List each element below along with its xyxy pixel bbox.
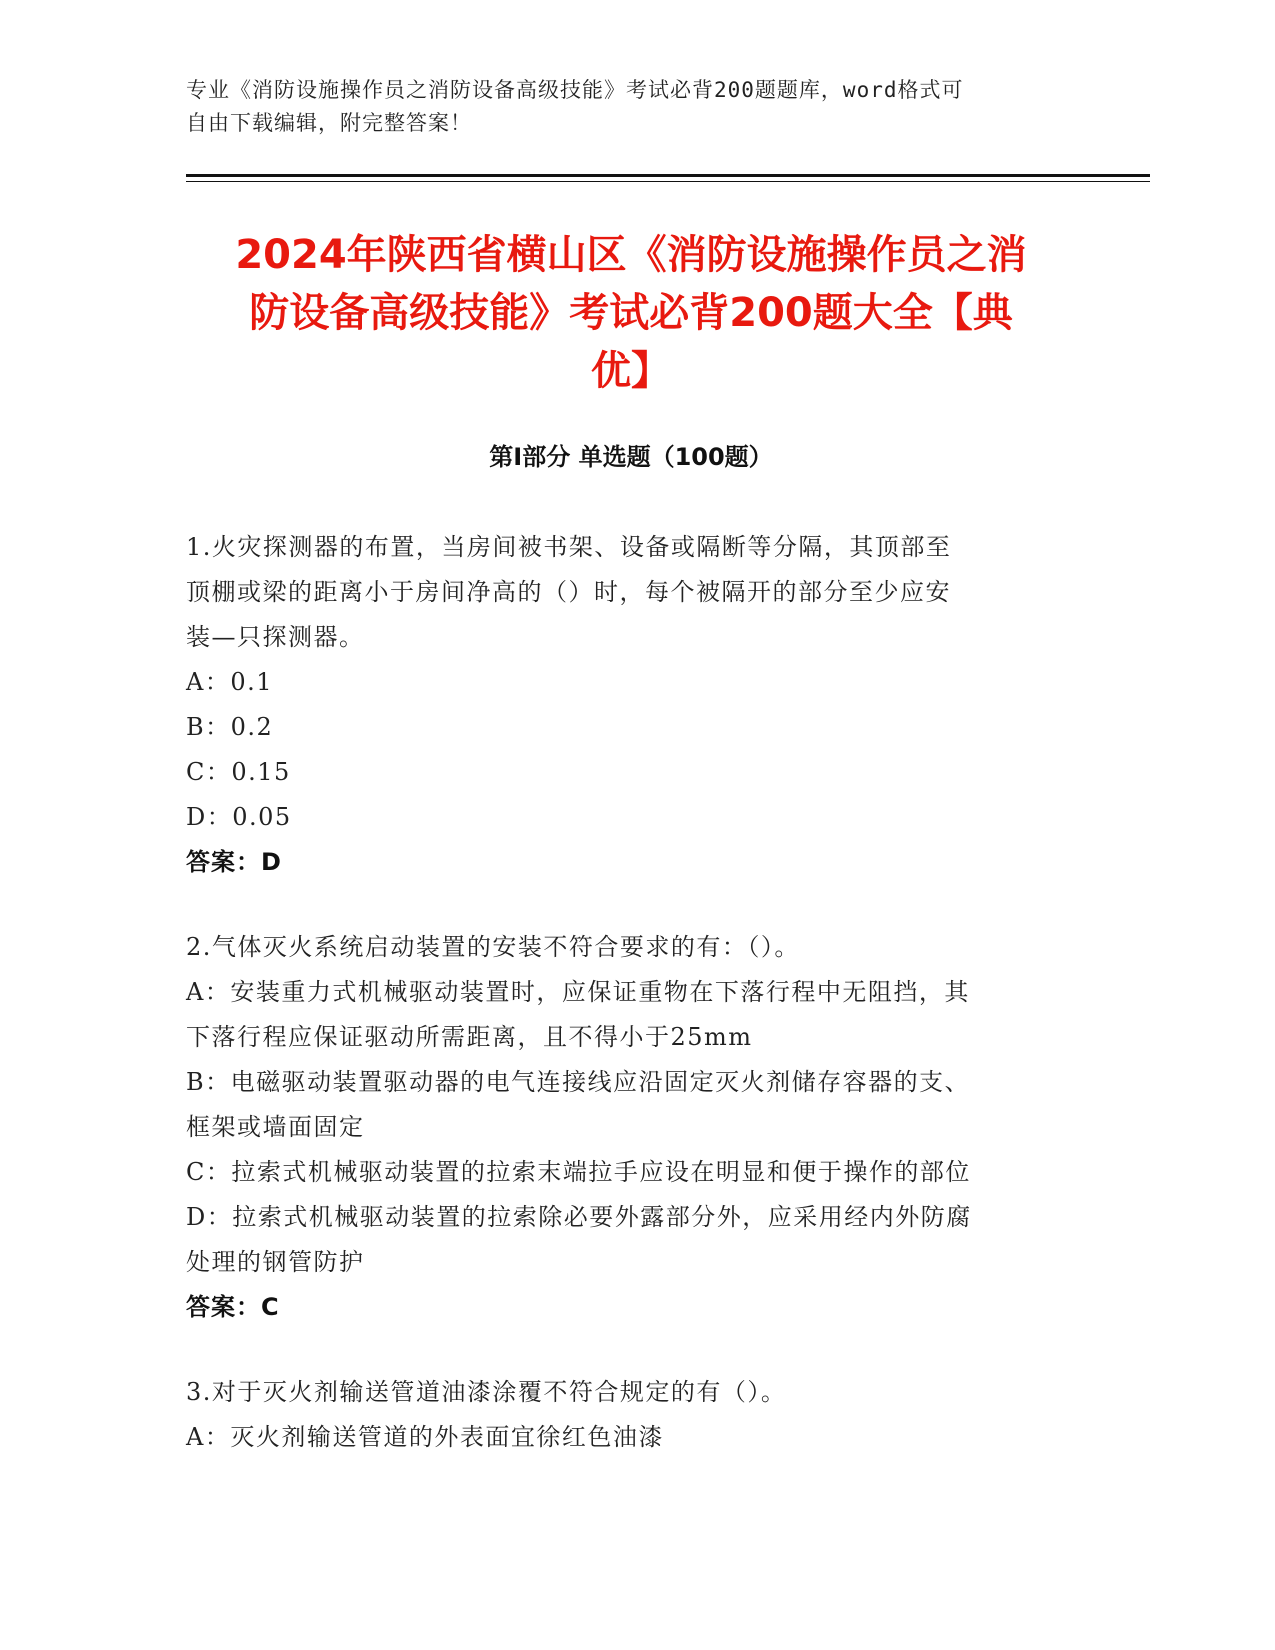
title-line-1: 2024年陕西省横山区《消防设施操作员之消 [235,232,1027,278]
answer: 答案：C [186,1293,280,1321]
intro-line-2: 自由下载编辑，附完整答案！ [186,111,472,135]
document-title [186,226,1076,400]
title-line-2: 防设备高级技能》考试必背200题大全【典 [249,290,1013,336]
question-1 [186,525,1086,885]
option-d-continued: 处理的钢管防护 [186,1248,365,1276]
header-divider-thin [186,181,1150,182]
option-c: C：拉索式机械驱动装置的拉索末端拉手应设在明显和便于操作的部位 [186,1158,971,1186]
question-2 [186,925,1086,1330]
option-b-continued: 框架或墙面固定 [186,1113,365,1141]
question-text-line: 3.对于灭火剂输送管道油漆涂覆不符合规定的有（）。 [186,1378,787,1406]
option-a: A：0.1 [186,668,273,696]
question-3 [186,1370,1086,1460]
title-line-3: 优】 [591,348,671,394]
option-a: A：灭火剂输送管道的外表面宜徐红色油漆 [186,1423,664,1451]
option-a: A：安装重力式机械驱动装置时，应保证重物在下落行程中无阻挡，其 [186,978,970,1006]
option-d: D：0.05 [186,803,292,831]
option-d: D：拉索式机械驱动装置的拉索除必要外露部分外，应采用经内外防腐 [186,1203,972,1231]
question-list [186,525,1086,1500]
answer: 答案：D [186,848,282,876]
question-text-line: 1.火灾探测器的布置，当房间被书架、设备或隔断等分隔，其顶部至 [186,533,952,561]
intro-line-1: 专业《消防设施操作员之消防设备高级技能》考试必背200题题库，word格式可 [186,78,964,102]
question-text-line: 2.气体灭火系统启动装置的安装不符合要求的有：（）。 [186,933,800,961]
option-c: C：0.15 [186,758,291,786]
option-a-continued: 下落行程应保证驱动所需距离，且不得小于25mm [186,1023,753,1051]
question-text-line: 顶棚或梁的距离小于房间净高的（）时，每个被隔开的部分至少应安 [186,578,951,606]
question-text-line: 装—只探测器。 [186,623,365,651]
intro-text [186,74,1066,140]
header-divider-thick [186,174,1150,177]
option-b: B：电磁驱动装置驱动器的电气连接线应沿固定灭火剂储存容器的支、 [186,1068,971,1096]
section-heading: 第I部分 单选题（100题） [489,443,773,471]
option-b: B：0.2 [186,713,274,741]
